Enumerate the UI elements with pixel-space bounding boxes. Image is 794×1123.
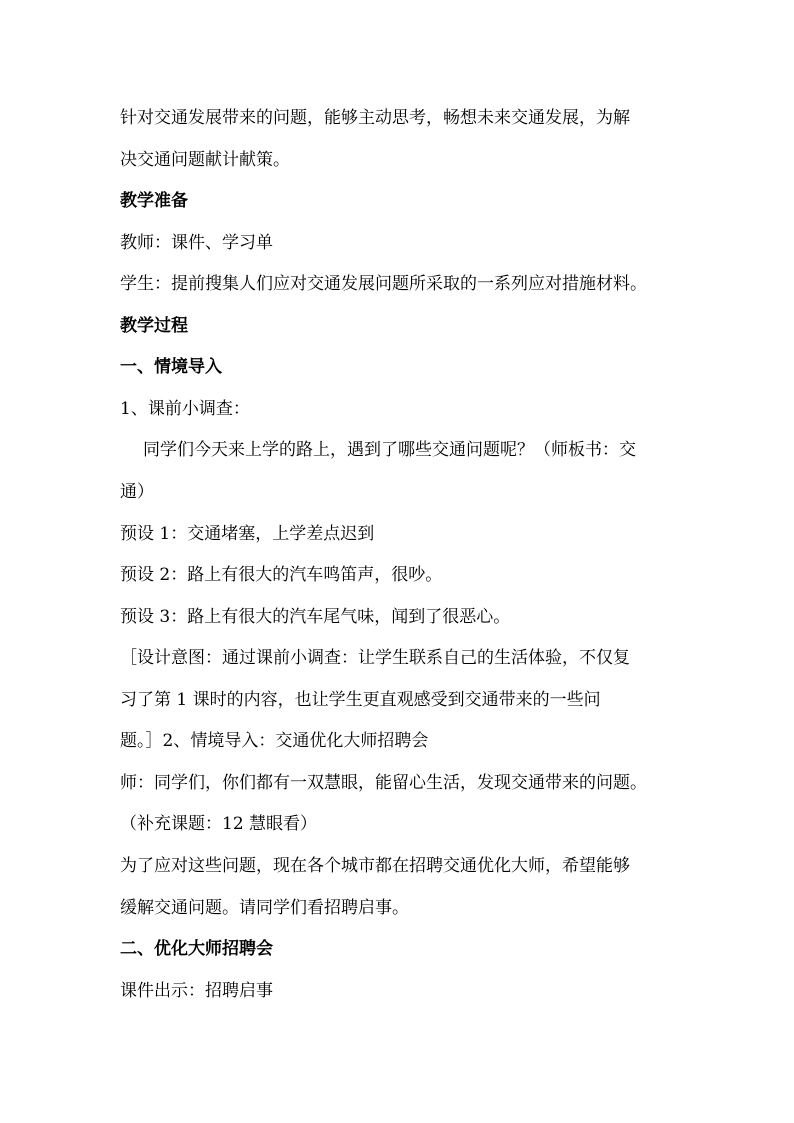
paragraph-line: 预设 1：交通堵塞，上学差点迟到 xyxy=(120,524,375,544)
paragraph-line: 为了应对这些问题，现在各个城市都在招聘交通优化大师，希望能够 xyxy=(120,856,630,876)
section-heading: 教学过程 xyxy=(120,316,188,336)
paragraph-line: 习了第 1 课时的内容，也让学生更直观感受到交通带来的一些问 xyxy=(120,690,601,710)
paragraph-line: 决交通问题献计献策。 xyxy=(120,150,290,170)
paragraph-line: ［设计意图：通过课前小调查：让学生联系自己的生活体验，不仅复 xyxy=(120,648,630,668)
section-heading: 二、优化大师招聘会 xyxy=(120,939,273,959)
paragraph-line: 通） xyxy=(120,482,154,502)
paragraph-line: 学生：提前搜集人们应对交通发展问题所采取的一系列应对措施材料。 xyxy=(120,274,647,294)
paragraph-line: 预设 3：路上有很大的汽车尾气味，闻到了很恶心。 xyxy=(120,607,511,627)
paragraph-line: 题。］2、情境导入：交通优化大师招聘会 xyxy=(120,731,429,751)
section-heading: 教学准备 xyxy=(120,191,188,211)
paragraph-line: 教师：课件、学习单 xyxy=(120,233,273,253)
paragraph-line: 师：同学们，你们都有一双慧眼，能留心生活，发现交通带来的问题。 xyxy=(120,773,647,793)
paragraph-line: 同学们今天来上学的路上，遇到了哪些交通问题呢？（师板书：交 xyxy=(143,440,636,460)
paragraph-line: 针对交通发展带来的问题，能够主动思考，畅想未来交通发展，为解 xyxy=(120,108,630,128)
section-heading: 一、情境导入 xyxy=(120,357,222,377)
paragraph-line: （补充课题：12 慧眼看） xyxy=(120,814,318,834)
paragraph-line: 预设 2：路上有很大的汽车鸣笛声，很吵。 xyxy=(120,565,443,585)
paragraph-line: 缓解交通问题。请同学们看招聘启事。 xyxy=(120,898,409,918)
paragraph-line: 1、课前小调查： xyxy=(120,399,250,419)
paragraph-line: 课件出示：招聘启事 xyxy=(120,981,273,1001)
